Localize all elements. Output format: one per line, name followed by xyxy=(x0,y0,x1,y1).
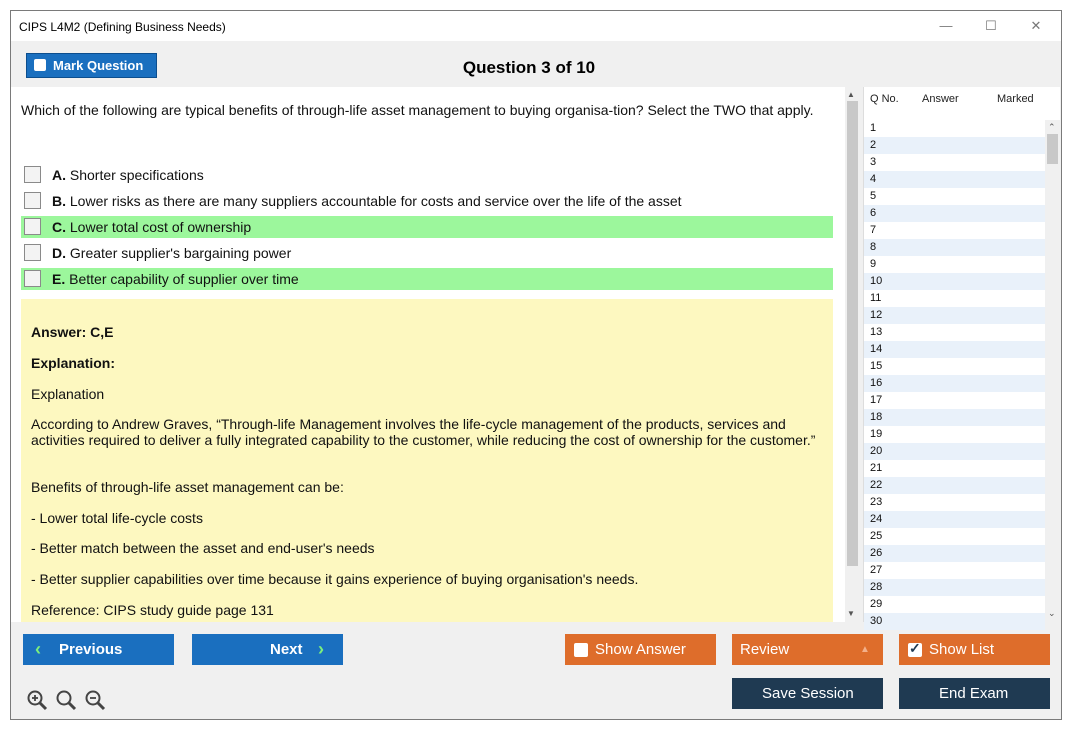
zoom-out-icon[interactable] xyxy=(84,689,106,711)
question-list-row[interactable] xyxy=(864,596,1045,613)
question-list-row[interactable] xyxy=(864,205,1045,222)
question-counter: Question 3 of 10 xyxy=(462,58,596,77)
question-number: 30 xyxy=(870,615,883,627)
end-exam-label: End Exam xyxy=(939,685,1009,702)
save-session-button[interactable] xyxy=(732,678,883,709)
question-panel xyxy=(11,87,845,622)
question-number: 27 xyxy=(870,564,883,576)
benefits-intro: Benefits of through-life asset management can be: xyxy=(31,479,344,495)
next-button[interactable] xyxy=(192,634,343,665)
answer-explanation-box xyxy=(21,299,833,622)
review-label: Review xyxy=(740,641,790,658)
question-number: 2 xyxy=(870,139,877,151)
option-text: Shorter specifications xyxy=(69,167,204,183)
option-checkbox[interactable] xyxy=(24,192,41,209)
question-list-row[interactable] xyxy=(864,579,1045,596)
benefit-item: - Better supplier capabilities over time because it gains experience of buying organisation's needs. xyxy=(31,571,639,587)
mark-question-label: Mark Question xyxy=(53,58,144,73)
question-list-row[interactable] xyxy=(864,290,1045,307)
list-scroll-thumb[interactable] xyxy=(1047,134,1058,164)
dropdown-caret-icon: ▲ xyxy=(860,644,870,655)
benefit-item: - Lower total life-cycle costs xyxy=(31,510,203,526)
question-list-row[interactable] xyxy=(864,256,1045,273)
list-scroll-up-icon[interactable]: ⌃ xyxy=(1048,122,1056,132)
list-scrollbar[interactable] xyxy=(1045,120,1060,622)
question-list-row[interactable] xyxy=(864,409,1045,426)
question-number: 28 xyxy=(870,581,883,593)
question-list-row[interactable] xyxy=(864,477,1045,494)
question-number: 1 xyxy=(870,122,877,134)
explanation-heading: Explanation: xyxy=(31,355,116,371)
question-number: 14 xyxy=(870,343,883,355)
option-a[interactable] xyxy=(21,164,833,186)
question-number: 3 xyxy=(870,156,877,168)
option-b[interactable] xyxy=(21,190,833,212)
content-scrollbar[interactable] xyxy=(845,87,860,622)
question-list-row[interactable] xyxy=(864,375,1045,392)
explanation-paragraph: According to Andrew Graves, “Through-life Management involves the life-cycle management of the products, services and activities required to deliver a fully integrated capability to the customer, while reducing the cost of ownership for the customer.” xyxy=(31,416,816,448)
question-number: 11 xyxy=(870,292,882,304)
title-bar xyxy=(11,11,1061,41)
option-d[interactable] xyxy=(21,242,833,264)
question-number: 16 xyxy=(870,377,883,389)
previous-button[interactable] xyxy=(23,634,174,665)
option-text: Lower total cost of ownership xyxy=(69,219,252,235)
question-number: 5 xyxy=(870,190,877,202)
previous-label: Previous xyxy=(59,641,123,658)
option-text: Greater supplier's bargaining power xyxy=(69,245,292,261)
question-list-row[interactable] xyxy=(864,460,1045,477)
question-list xyxy=(863,87,1060,627)
option-checkbox[interactable] xyxy=(24,244,41,261)
question-list-row[interactable] xyxy=(864,426,1045,443)
end-exam-button[interactable] xyxy=(899,678,1050,709)
reference-text: Reference: CIPS study guide page 131 xyxy=(31,602,274,618)
question-number: 20 xyxy=(870,445,883,457)
question-number: 17 xyxy=(870,394,883,406)
question-list-row[interactable] xyxy=(864,307,1045,324)
app-window xyxy=(10,10,1062,720)
save-session-label: Save Session xyxy=(762,685,854,702)
question-list-row[interactable] xyxy=(864,613,1045,630)
option-text: Better capability of supplier over time xyxy=(69,271,299,287)
chevron-left-icon: ‹ xyxy=(35,639,41,659)
question-list-row[interactable] xyxy=(864,120,1045,137)
chevron-right-icon: › xyxy=(318,639,324,659)
option-letter: C. xyxy=(52,219,66,235)
list-scroll-down-icon[interactable]: ⌄ xyxy=(1048,608,1056,618)
review-button[interactable] xyxy=(732,634,883,665)
question-list-row[interactable] xyxy=(864,239,1045,256)
scroll-thumb[interactable] xyxy=(847,101,858,566)
show-answer-checkbox-icon xyxy=(574,643,588,657)
question-list-row[interactable] xyxy=(864,273,1045,290)
question-number: 26 xyxy=(870,547,883,559)
question-list-row[interactable] xyxy=(864,324,1045,341)
question-list-row[interactable] xyxy=(864,154,1045,171)
question-number: 6 xyxy=(870,207,877,219)
benefit-item: - Better match between the asset and end-user's needs xyxy=(31,540,375,556)
question-list-row[interactable] xyxy=(864,222,1045,239)
question-header xyxy=(11,41,1061,87)
answer-line: Answer: C,E xyxy=(31,324,114,340)
question-number: 29 xyxy=(870,598,883,610)
show-list-button[interactable] xyxy=(899,634,1050,665)
question-number: 13 xyxy=(870,326,883,338)
marked-header: Marked xyxy=(997,93,1034,105)
show-answer-button[interactable] xyxy=(565,634,716,665)
question-number: 8 xyxy=(870,241,877,253)
question-list-rows xyxy=(864,120,1045,627)
question-list-row[interactable] xyxy=(864,171,1045,188)
question-list-row[interactable] xyxy=(864,341,1045,358)
window-title: CIPS L4M2 (Defining Business Needs) xyxy=(19,20,226,34)
zoom-reset-icon[interactable] xyxy=(55,689,77,711)
option-letter: A. xyxy=(52,167,66,183)
question-number: 4 xyxy=(870,173,877,185)
question-list-row[interactable] xyxy=(864,443,1045,460)
answer-header: Answer xyxy=(922,93,959,105)
question-list-row[interactable] xyxy=(864,188,1045,205)
zoom-in-icon[interactable] xyxy=(26,689,48,711)
question-number: 10 xyxy=(870,275,883,287)
option-e[interactable] xyxy=(21,268,833,290)
option-checkbox[interactable] xyxy=(24,166,41,183)
question-list-row[interactable] xyxy=(864,545,1045,562)
option-text: Lower risks as there are many suppliers accountable for costs and service over the life of the asset xyxy=(69,193,682,209)
option-letter: D. xyxy=(52,245,66,261)
question-list-row[interactable] xyxy=(864,358,1045,375)
scroll-down-icon[interactable]: ▼ xyxy=(847,609,855,618)
question-number: 7 xyxy=(870,224,877,236)
question-number: 21 xyxy=(870,462,883,474)
explanation-label: Explanation xyxy=(31,386,105,402)
question-number: 18 xyxy=(870,411,883,423)
question-list-row[interactable] xyxy=(864,137,1045,154)
show-list-checkbox-icon xyxy=(908,643,922,657)
qno-header: Q No. xyxy=(870,93,899,105)
maximize-button[interactable]: ☐ xyxy=(985,18,997,33)
question-number: 24 xyxy=(870,513,883,525)
question-number: 25 xyxy=(870,530,883,542)
show-list-label: Show List xyxy=(929,641,995,658)
question-number: 9 xyxy=(870,258,877,270)
question-list-row[interactable] xyxy=(864,562,1045,579)
next-label: Next xyxy=(270,641,303,658)
question-list-row[interactable] xyxy=(864,392,1045,409)
question-number: 19 xyxy=(870,428,883,440)
question-number: 12 xyxy=(870,309,883,321)
question-number: 22 xyxy=(870,479,883,491)
show-answer-label: Show Answer xyxy=(595,641,686,658)
option-checkbox[interactable] xyxy=(24,270,41,287)
option-letter: B. xyxy=(52,193,66,209)
question-number: 23 xyxy=(870,496,883,508)
option-checkbox[interactable] xyxy=(24,218,41,235)
option-letter: E. xyxy=(52,271,66,287)
scroll-up-icon[interactable]: ▲ xyxy=(847,90,855,99)
question-list-row[interactable] xyxy=(864,528,1045,545)
option-c[interactable] xyxy=(21,216,833,238)
question-number: 15 xyxy=(870,360,883,372)
close-button[interactable]: ✕ xyxy=(1030,18,1042,33)
question-list-row[interactable] xyxy=(864,494,1045,511)
question-text: Which of the following are typical benefits of through-life asset management to buying organisa-tion? Select the TWO that apply. xyxy=(21,102,814,118)
question-list-row[interactable] xyxy=(864,511,1045,528)
minimize-button[interactable]: — xyxy=(939,18,953,33)
